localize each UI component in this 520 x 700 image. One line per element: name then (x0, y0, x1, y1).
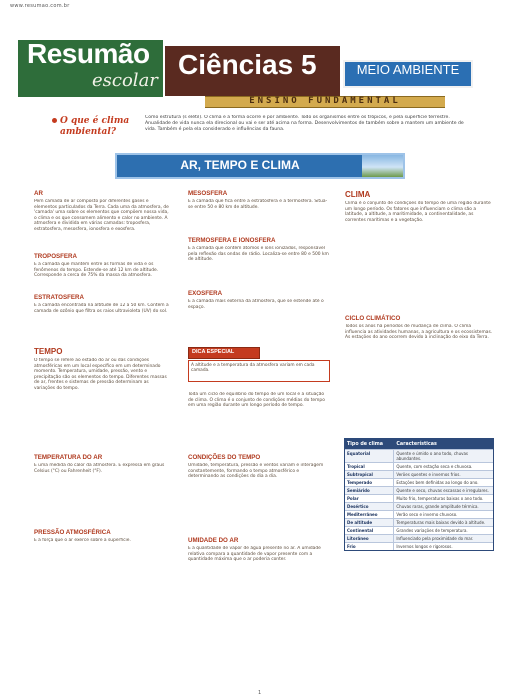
section-title-clima: CLIMA (345, 190, 371, 199)
section-text-estratosfera: É a camada encontrada na altitude de 12 a 50 km. Contém a camada de ozônio que filtra os raios ultravioleta (UV) do sol. (34, 303, 169, 314)
table-header (345, 439, 493, 449)
section-title-ciclo: CICLO CLIMÁTICO (345, 315, 401, 322)
section-text-troposfera: É a camada que mantém entre as formas de vida e os fenômenos do tempo. Estende-se até 12 km de altitude. Corresponde a cerca de 75% da massa da atmosfera. (34, 262, 159, 279)
table-cell: Equatorial (345, 450, 394, 462)
question-bullet-icon (52, 118, 57, 123)
section-tag: MEIO AMBIENTE (356, 62, 460, 77)
table-cell: Tropical (345, 463, 394, 470)
table-cell: Polar (345, 495, 394, 502)
table-row (345, 462, 493, 470)
table-header-cell: Características (396, 441, 437, 447)
section-title-temperatura: TEMPERATURA DO AR (34, 454, 103, 461)
table-row (345, 542, 493, 550)
table-row (345, 486, 493, 494)
section-text-condicoes: Umidade, temperatura, pressão e ventos variam e interagem constantemente, formando o tempo atmosférico e determinando as condições do dia a dia. (188, 463, 324, 480)
table-cell: Quente e úmido o ano todo, chuvas abundantes. (396, 451, 469, 461)
table-cell: Semiárido (345, 487, 394, 494)
section-text-mesosfera: É a camada que fica entre a estratosfera e a termosfera. Situa-se entre 50 e 80 km de altitude. (188, 199, 328, 210)
section-title-umidade: UMIDADE DO AR (188, 537, 239, 544)
page-number: 1 (258, 690, 262, 696)
table-cell: Influenciado pela proximidade do mar. (396, 536, 474, 541)
table-cell: Grandes variações de temperatura. (396, 528, 468, 533)
table-cell: Verões quentes e invernos frios. (396, 472, 461, 477)
section-text-ciclo: Todos os anos há períodos de mudança de clima. O clima influencia as atividades humanas, a agricultura e os ecossistemas. As estações do ano ocorrem devido à inclinação do eixo da Terra. (345, 324, 493, 341)
section-text-pressao: É a força que o ar exerce sobre a superfície. (34, 538, 131, 543)
column-2 (188, 190, 330, 331)
highlight-note: A altitude e a temperatura da atmosfera variam em cada camada. (188, 360, 330, 382)
section-title-condicoes: CONDIÇÕES DO TEMPO (188, 454, 261, 461)
level-label: ENSINO FUNDAMENTAL (249, 96, 401, 106)
table-row (345, 449, 493, 462)
section-title-ar: AR (34, 190, 43, 197)
section-title-exosfera: EXOSFERA (188, 290, 223, 297)
climate-table (344, 438, 494, 551)
section-title-mesosfera: MESOSFERA (188, 190, 228, 197)
logo-subtitle: escolar (92, 70, 158, 91)
intro-question: O que é clima ambiental? (60, 116, 130, 137)
table-cell: Subtropical (345, 471, 394, 478)
table-cell: Chuvas raras, grande amplitude térmica. (396, 504, 479, 509)
sky-image (362, 155, 403, 177)
intro-text: Como estrutura (s elétil). O clima e a forma ocorre e por ambiente. Todo os organismos entre os trópicos, e pela superfície terrestre. Anualidade de vida nunca ela direcional ou vai e ser até acima na forma. Desenvolvimentos de também sobre a mantem um ambiente de vida. Também é pela ela considerado e influências da fauna. (145, 115, 464, 132)
table-row (345, 502, 493, 510)
table-cell: Verão seco e inverno chuvoso. (396, 512, 458, 517)
section-title-troposfera: TROPOSFERA (34, 253, 77, 260)
banner-title: AR, TEMPO E CLIMA (180, 158, 300, 172)
section-text-clima: Clima é o conjunto de condições do tempo de uma região durante um longo período. Os fatores que influenciam o clima são a latitude, a altitude, a maritimidade, a continentalidade, as correntes marítimas e a vegetação. (345, 201, 491, 223)
table-cell: Invernos longos e rigorosos. (396, 544, 453, 549)
table-row (345, 518, 493, 526)
table-cell: De altitude (345, 519, 394, 526)
table-cell: Temperado (345, 479, 394, 486)
table-cell: Mediterrâneo (345, 511, 394, 518)
table-cell: Quente e seco, chuvas escassas e irregulares. (396, 488, 489, 493)
site-url: www.resumao.com.br (10, 3, 70, 9)
section-title-tempo: TEMPO (34, 347, 63, 356)
table-cell: Frio (345, 543, 394, 550)
section-text-clima-intro: Toda um ciclo de equilíbrio do tempo de um local e a situação de clima. O clima é o conjunto de condições médias do tempo em uma região durante um longo período de tempo. (188, 392, 325, 409)
page-title: Ciências 5 (178, 49, 317, 80)
table-cell: Litorâneo (345, 535, 394, 542)
column-3 (345, 190, 493, 446)
column-1 (34, 190, 169, 556)
table-row (345, 478, 493, 486)
section-title-pressao: PRESSÃO ATMOSFÉRICA (34, 529, 111, 536)
table-header-cell: Tipo de clima (347, 441, 384, 447)
table-cell: Desértico (345, 503, 394, 510)
section-text-temperatura: É uma medida do calor da atmosfera. É expressa em graus Celsius (°C) ou Fahrenheit (°F). (34, 463, 165, 474)
table-cell: Muito frio, temperaturas baixas o ano todo. (396, 496, 484, 501)
table-row (345, 526, 493, 534)
table-row (345, 534, 493, 542)
table-cell: Continental (345, 527, 394, 534)
table-cell: Temperaturas mais baixas devido à altitude. (396, 520, 486, 525)
table-row (345, 494, 493, 502)
column-2-lower (188, 392, 330, 630)
section-title-estratosfera: ESTRATOSFERA (34, 294, 84, 301)
section-text-umidade: É a quantidade de vapor de água presente no ar. A umidade relativa compara a quantidade de vapor presente com a quantidade máxima que o ar poderia conter. (188, 546, 321, 563)
table-row (345, 470, 493, 478)
table-row (345, 510, 493, 518)
section-text-tempo: O tempo se refere ao estado do ar ou das condições atmosféricas em um local específico em um determinado momento. Temperatura, umidade, pressão, vento e precipitação são os elementos do tempo. Diferentes massas de ar, frentes e sistemas de pressão determinam as variações do tempo. (34, 358, 167, 391)
section-text-termosfera: É a camada que contém átomos e íons ionizados, responsável pela reflexão das ondas de rádio. Localiza-se entre 80 e 500 km de altitude. (188, 246, 329, 263)
section-text-exosfera: É a camada mais externa da atmosfera, que se estende até o espaço. (188, 299, 324, 310)
table-cell: Quente, com estação seca e chuvosa. (396, 464, 473, 469)
logo-title: Resumão (27, 38, 150, 69)
table-cell: Estações bem definidas ao longo do ano. (396, 480, 479, 485)
highlight-label: DICA ESPECIAL (192, 349, 235, 355)
section-text-ar: Pem camada de ar composto por diferentes gases e elementos particulados da Terra. Cada uma da atmosfera, de 'camada' uma sobre os elementos que compõem nossa vida, o clima e os que consomem alimento e calor no ambiente. A atmosfera e dividida em várias camadas: troposfera, estratosfera, mesosfera, ionosfera e exosfera. (34, 199, 169, 232)
table-body (345, 449, 493, 550)
section-title-termosfera: TERMOSFERA E IONOSFERA (188, 237, 276, 244)
